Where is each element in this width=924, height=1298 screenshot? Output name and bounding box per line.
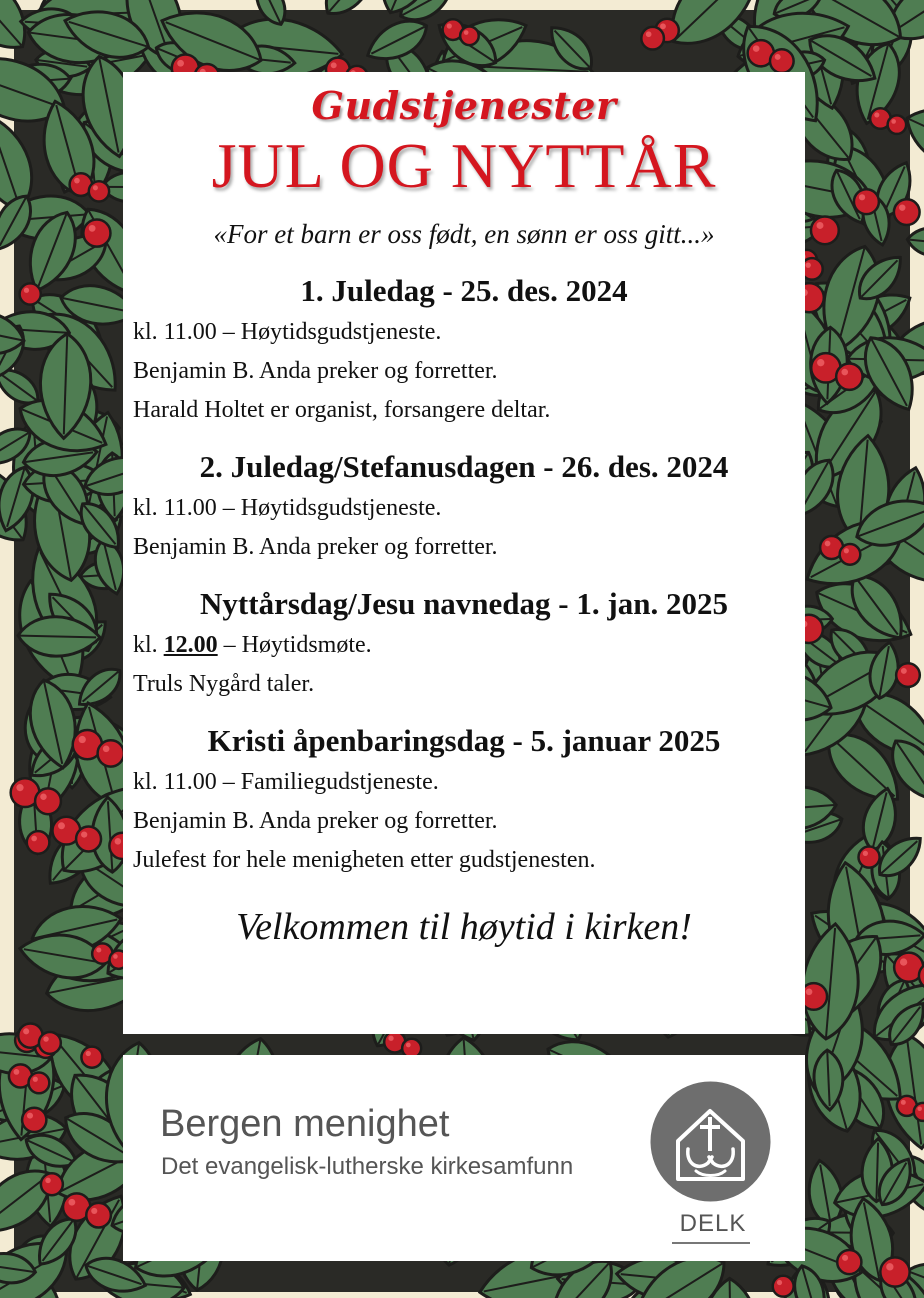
service-line: kl. 11.00 – Familiegudstjeneste. (133, 769, 439, 795)
service-line (123, 626, 805, 665)
time-prefix: kl. (133, 632, 164, 658)
service-section-new-years-day (123, 582, 805, 704)
bible-verse: «For et barn er oss født, en sønn er oss gitt...» (213, 219, 715, 249)
service-line: Benjamin B. Anda preker og forretter. (133, 358, 498, 384)
service-line: kl. 11.00 – Høytidsgudstjeneste. (133, 319, 442, 345)
section-heading: 1. Juledag - 25. des. 2024 (300, 273, 628, 308)
logo-text: DELK (679, 1210, 747, 1237)
section-heading: Nyttårsdag/Jesu navnedag - 1. jan. 2025 (200, 586, 728, 621)
church-hands-logo-icon (648, 1079, 773, 1204)
welcome-message: Velkommen til høytid i kirken! (236, 906, 692, 948)
service-section-epiphany (123, 719, 805, 880)
logo-underline (672, 1242, 750, 1244)
service-line: kl. 11.00 – Høytidsgudstjeneste. (133, 495, 442, 521)
poster-title: JUL OG NYTTÅR (211, 130, 717, 201)
organization-name: Bergen menighet (160, 1103, 450, 1145)
service-section-christmas-day (123, 269, 805, 430)
service-section-boxing-day (123, 445, 805, 567)
service-line: Harald Holtet er organist, forsangere deltar. (133, 397, 551, 423)
kicker-text: Gudstjenester (311, 83, 617, 128)
time-highlight: 12.00 (163, 632, 218, 658)
service-line: Benjamin B. Anda preker og forretter. (133, 534, 498, 560)
service-name: – Høytidsmøte. (217, 632, 372, 658)
section-heading: Kristi åpenbaringsdag - 5. januar 2025 (207, 723, 721, 758)
organization-subtitle: Det evangelisk-lutherske kirkesamfunn (161, 1153, 574, 1180)
footer-panel (123, 1055, 805, 1261)
service-line: Julefest for hele menigheten etter gudstjenesten. (133, 847, 596, 873)
service-line: Benjamin B. Anda preker og forretter. (133, 808, 498, 834)
service-line: Truls Nygård taler. (133, 671, 315, 697)
poster-main-panel (123, 72, 805, 1034)
section-heading: 2. Juledag/Stefanusdagen - 26. des. 2024 (199, 449, 729, 484)
